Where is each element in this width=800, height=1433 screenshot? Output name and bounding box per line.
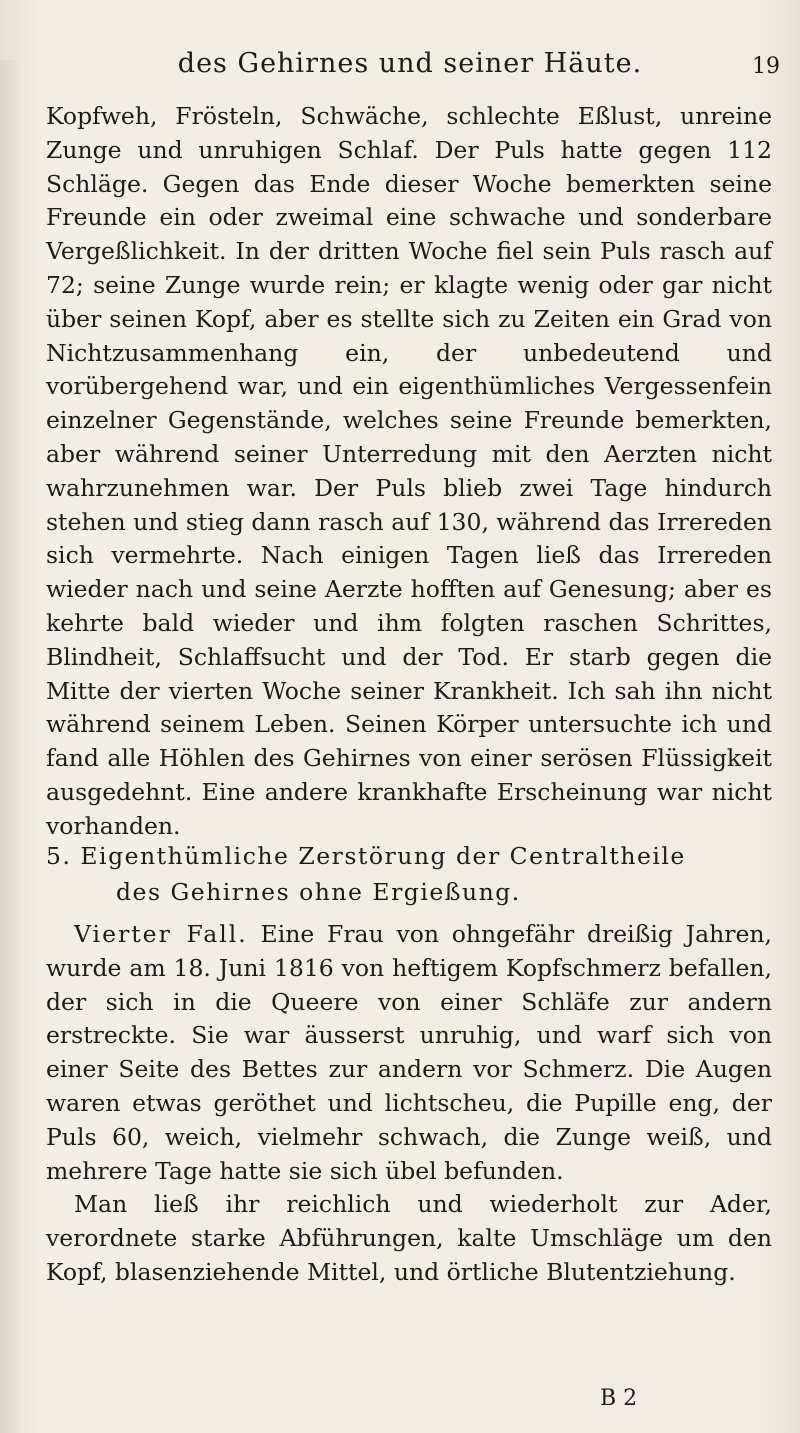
running-head: des Gehirnes und seiner Häute. [177,48,643,79]
case-paragraph [46,918,772,1188]
section-title-line1: Eigenthümliche Zerstörung der Centraltheile [80,842,686,870]
signature-mark: B 2 [600,1386,638,1411]
page-number: 19 [752,54,780,79]
case-text-block [46,918,772,1290]
page-header [60,48,780,88]
section-number: 5. [46,842,72,870]
page-gutter-shadow [0,60,22,1433]
main-text-block [46,100,772,844]
case-paragraph-2: Man ließ ihr reichlich und wiederholt zur Ader, verordnete starke Abführungen, kalte Umschläge um den Kopf, blasenziehende Mittel, und örtliche Blutentziehung. [46,1190,772,1286]
case-label: Vierter Fall. [74,920,248,948]
section-heading [46,838,772,910]
paragraph-continuation: Kopfweh, Frösteln, Schwäche, schlechte Eßlust, unreine Zunge und unruhigen Schlaf. Der Puls hatte gegen 112 Schläge. Gegen das Ende dieser Woche bemerkten seine Freunde ein oder zweimal eine schwache und sonderbare Vergeßlichkeit. In der dritten Woche fiel sein Puls rasch auf 72; seine Zunge wurde rein; er klagte wenig oder gar nicht über seinen Kopf, aber es stellte sich zu Zeiten ein Grad von Nichtzusammenhang ein, der unbedeutend und vorübergehend war, und ein eigenthümliches Vergessenfein einzelner Gegenstände, welches seine Freunde bemerkten, aber während seiner Unterredung mit den Aerzten nicht wahrzunehmen war. Der Puls blieb zwei Tage hindurch stehen und stieg dann rasch auf 130, während das Irrereden sich vermehrte. Nach einigen Tagen ließ das Irrereden wieder nach und seine Aerzte hofften auf Genesung; aber es kehrte bald wieder und ihm folgten raschen Schrittes, Blindheit, Schlaffsucht und der Tod. Er starb gegen die Mitte der vierten Woche seiner Krankheit. Ich sah ihn nicht während seinem Leben. Seinen Körper untersuchte ich und fand alle Höhlen des Gehirnes von einer serösen Flüssigkeit ausgedehnt. Eine andere krankhafte Erscheinung war nicht vorhanden. [46,102,772,840]
section-title-line2: des Gehirnes ohne Ergießung. [116,878,521,906]
case-text: Eine Frau von ohngefähr dreißig Jahren, wurde am 18. Juni 1816 von heftigem Kopfschmerz befallen, der sich in die Queere von einer Schläfe zur andern erstreckte. Sie war äusserst unruhig, und warf sich von einer Seite des Bettes zur andern vor Schmerz. Die Augen waren etwas geröthet und lichtscheu, die Pupille eng, der Puls 60, weich, vielmehr schwach, die Zunge weiß, und mehrere Tage hatte sie sich übel befunden. [46,920,772,1185]
